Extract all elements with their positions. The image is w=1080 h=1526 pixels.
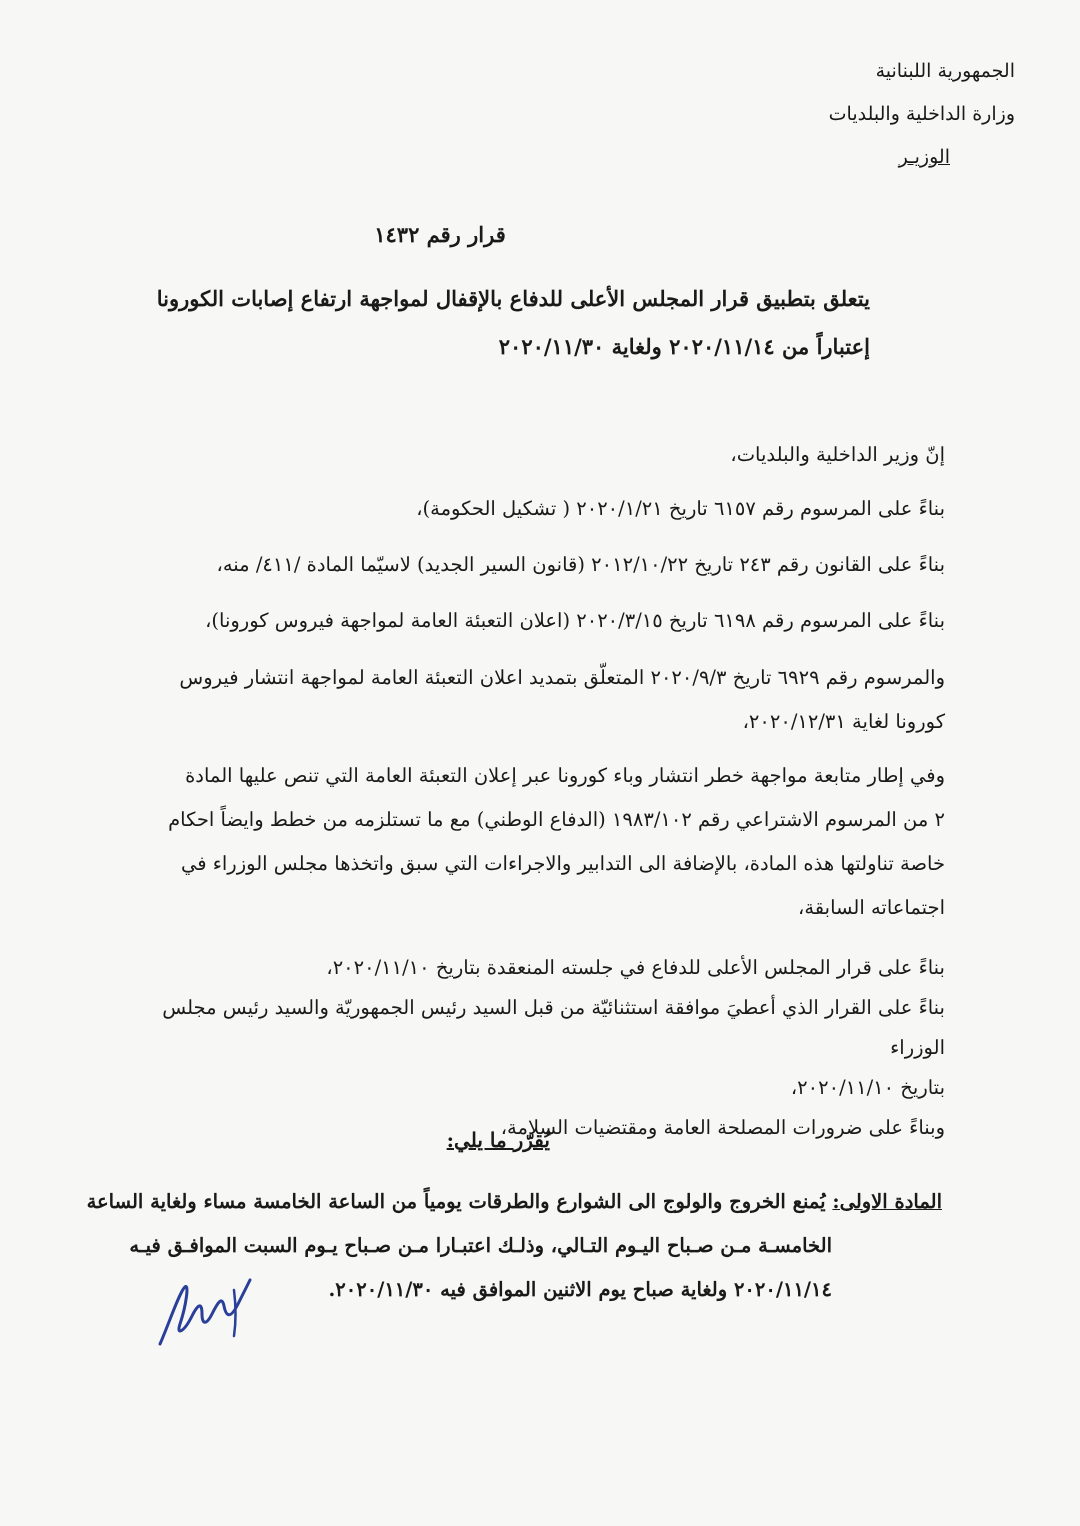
preamble-clause-4-line-2: كورونا لغاية ٢٠٢٠/١٢/٣١، [742, 710, 945, 733]
article-1-label: المادة الاولى: [832, 1190, 942, 1213]
preamble-clause-6-8 [120, 948, 945, 1148]
preamble-clause-8: وبناءً على ضرورات المصلحة العامة ومقتضيات السلامة، [500, 1116, 945, 1139]
subject-line-1: يتعلق بتطبيق قرار المجلس الأعلى للدفاع بالإقفال لمواجهة ارتفاع إصابات الكورونا [156, 286, 870, 311]
preamble-clause-5-line-1: وفي إطار متابعة مواجهة خطر انتشار وباء كورونا عبر إعلان التعبئة العامة التي تنص عليها المادة [185, 764, 945, 787]
decision-subject [150, 275, 870, 371]
preamble-clause-2: بناءً على القانون رقم ٢٤٣ تاريخ ٢٠١٢/١٠/٢٢ (قانون السير الجديد) لاسيّما المادة /٤١١/ منه، [216, 553, 945, 576]
preamble-clause-1: بناءً على المرسوم رقم ٦١٥٧ تاريخ ٢٠٢٠/١/٢١ ( تشكيل الحكومة)، [416, 497, 945, 520]
preamble-clause-7-line-1: بناءً على القرار الذي أعطيَ موافقة استثنائيّة من قبل السيد رئيس الجمهوريّة والسيد رئيس مجلس الوزراء [162, 996, 945, 1059]
preamble-clause-3: بناءً على المرسوم رقم ٦١٩٨ تاريخ ٢٠٢٠/٣/١٥ (اعلان التعبئة العامة لمواجهة فيروس كورونا)، [205, 609, 945, 632]
article-1-text-1: يُمنع الخروج والولوج الى الشوارع والطرقات يومياً من الساعة الخامسة مساء ولغاية الساعة [86, 1190, 826, 1213]
republic-name: الجمهورية اللبنانية [875, 60, 1015, 82]
letterhead [615, 50, 1015, 179]
preamble-clause-4-line-1: والمرسوم رقم ٦٩٢٩ تاريخ ٢٠٢٠/٩/٣ المتعلّق بتمديد اعلان التعبئة العامة لمواجهة انتشار فيروس [179, 666, 945, 689]
preamble-clause-7-line-2: بتاريخ ٢٠٢٠/١١/١٠، [790, 1076, 945, 1099]
article-1-line-2: الخامسـة مـن صـباح اليـوم التـالي، وذلـك اعتبـارا مـن صـباح يـوم السبت الموافـق فيـه [129, 1234, 832, 1257]
subject-line-2: إعتباراً من ٢٠٢٠/١١/١٤ ولغاية ٢٠٢٠/١١/٣٠ [498, 334, 870, 359]
preamble-intro: إنّ وزير الداخلية والبلديات، [730, 443, 945, 466]
decision-title-block [150, 222, 870, 371]
decides-heading: يُقرّر ما يلي: [446, 1128, 550, 1152]
article-1-line-3: ٢٠٢٠/١١/١٤ ولغاية صباح يوم الاثنين الموافق فيه ٢٠٢٠/١١/٣٠. [328, 1278, 832, 1301]
preamble-clause-6: بناءً على قرار المجلس الأعلى للدفاع في جلسته المنعقدة بتاريخ ٢٠٢٠/١١/١٠، [326, 956, 945, 979]
preamble-clause-5-line-4: اجتماعاته السابقة، [798, 896, 945, 919]
preamble-clause-5 [120, 754, 945, 930]
preamble-clause-4 [120, 656, 945, 744]
signature-mark [150, 1266, 260, 1356]
preamble-clause-5-line-3: خاصة تناولتها هذه المادة، بالإضافة الى التدابير والاجراءات التي سبق واتخذها مجلس الوزراء في [180, 852, 945, 875]
preamble [120, 428, 945, 1148]
decision-number: قرار رقم ١٤٣٢ [374, 222, 506, 247]
minister-title: الوزيـر [898, 146, 950, 168]
preamble-clause-5-line-2: ٢ من المرسوم الاشتراعي رقم ١٩٨٣/١٠٢ (الدفاع الوطني) مع ما تستلزمه من خطط وايضاً احكام [168, 808, 945, 831]
ministry-name: وزارة الداخلية والبلديات [828, 103, 1015, 125]
article-1-line-1 [70, 1180, 942, 1224]
